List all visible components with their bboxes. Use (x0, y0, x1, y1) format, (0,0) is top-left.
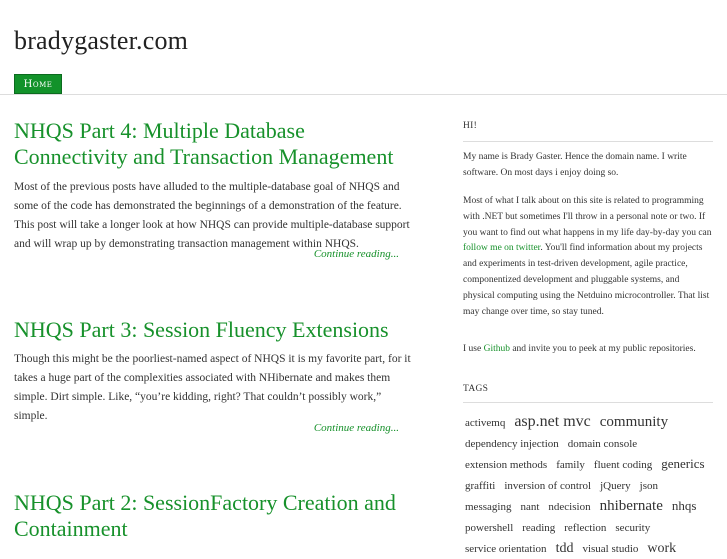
about-paragraph-3-end: and invite you to peek at my public repositories. (509, 344, 696, 354)
about-text-2 (463, 194, 713, 320)
tag-link[interactable]: visual studio (582, 543, 639, 555)
tag-link[interactable]: service orientation (465, 543, 547, 555)
about-paragraph-2-end: . You'll find information about my projects and experiments in test-driven development, agile practice, componentized development and pluggable systems, and physical computing using the Netduino microcontroller. That list may change over time, so stay tuned. (463, 243, 710, 317)
post-3 (14, 490, 414, 542)
tag-link[interactable]: activemq (465, 417, 506, 429)
tag-link[interactable]: nhibernate (599, 498, 663, 514)
twitter-link[interactable]: follow me on twitter (463, 243, 541, 254)
nav-home-button[interactable]: Home (14, 74, 62, 94)
sidebar-divider (463, 141, 713, 142)
tag-link[interactable]: asp.net mvc (514, 413, 591, 430)
header-divider (0, 94, 727, 95)
post-title-link[interactable]: NHQS Part 4: Multiple Database Connectivity and Transaction Management (14, 118, 394, 169)
about-text (463, 150, 713, 182)
post-title-link[interactable]: NHQS Part 2: SessionFactory Creation and Containment (14, 490, 396, 541)
tags-heading: TAGS (463, 384, 489, 394)
tag-link[interactable]: tdd (555, 541, 574, 556)
about-paragraph-1: My name is Brady Gaster. Hence the domain name. I write software. On most days i enjoy doing so. (463, 152, 687, 178)
tag-link[interactable]: nhqs (671, 498, 697, 513)
post-2-excerpt-wrap (14, 350, 414, 426)
tag-link[interactable]: family (556, 459, 585, 471)
tag-link[interactable]: extension methods (465, 459, 548, 471)
tag-link[interactable]: reading (522, 522, 556, 534)
tag-link[interactable]: graffiti (465, 480, 496, 492)
tag-link[interactable]: fluent coding (593, 459, 653, 471)
tag-link[interactable]: security (615, 522, 651, 534)
post-title-link[interactable]: NHQS Part 3: Session Fluency Extensions (14, 317, 389, 342)
about-text-3 (463, 342, 713, 358)
tag-link[interactable]: dependency injection (465, 438, 559, 450)
post-2 (14, 317, 414, 343)
tag-link[interactable]: domain console (567, 438, 638, 450)
tag-link[interactable]: powershell (465, 522, 514, 534)
tags-divider (463, 402, 713, 403)
tag-link[interactable]: ndecision (548, 501, 591, 513)
post-excerpt: Though this might be the poorliest-named aspect of NHQS it is my favorite part, for it takes a huge part of the complexities associated with NHibernate and makes them simple. Dirt simple. Like, “you’re kidding, right? That couldn’t possibly work,” simple. (14, 353, 411, 422)
tag-link[interactable]: reflection (564, 522, 607, 534)
tag-link[interactable]: work (647, 541, 677, 556)
sidebar-hi-heading: HI! (463, 121, 478, 131)
tag-link[interactable]: generics (661, 456, 705, 471)
tag-link[interactable]: inversion of control (504, 480, 592, 492)
post-1-excerpt-wrap (14, 178, 414, 254)
tag-link[interactable]: nant (520, 501, 540, 513)
site-title[interactable]: bradygaster.com (14, 26, 189, 55)
post-excerpt: Most of the previous posts have alluded to the multiple-database goal of NHQS and some of the code has demonstrated the beginnings of a demonstration of the feature. This post will take a longer look at how NHQS can provide multiple-database support and will wrap up by demonstrating transaction management within NHQS. (14, 181, 410, 250)
tag-link[interactable]: community (599, 414, 669, 430)
continue-reading-link[interactable]: Continue reading... (313, 422, 399, 434)
about-paragraph-3-start: I use (463, 344, 484, 354)
continue-reading-link[interactable]: Continue reading... (313, 248, 399, 260)
tag-link[interactable]: messaging (465, 501, 512, 513)
github-link[interactable]: Github (483, 344, 510, 354)
tag-link[interactable]: json (639, 480, 658, 492)
post-1 (14, 118, 414, 170)
about-paragraph-2-start: Most of what I talk about on this site is related to programming with .NET but sometimes I'll throw in a personal note or two. If you want to find out what happens in my life day-by-day you can (463, 196, 712, 238)
tag-link[interactable]: jQuery (600, 480, 631, 492)
tag-cloud (463, 412, 713, 559)
